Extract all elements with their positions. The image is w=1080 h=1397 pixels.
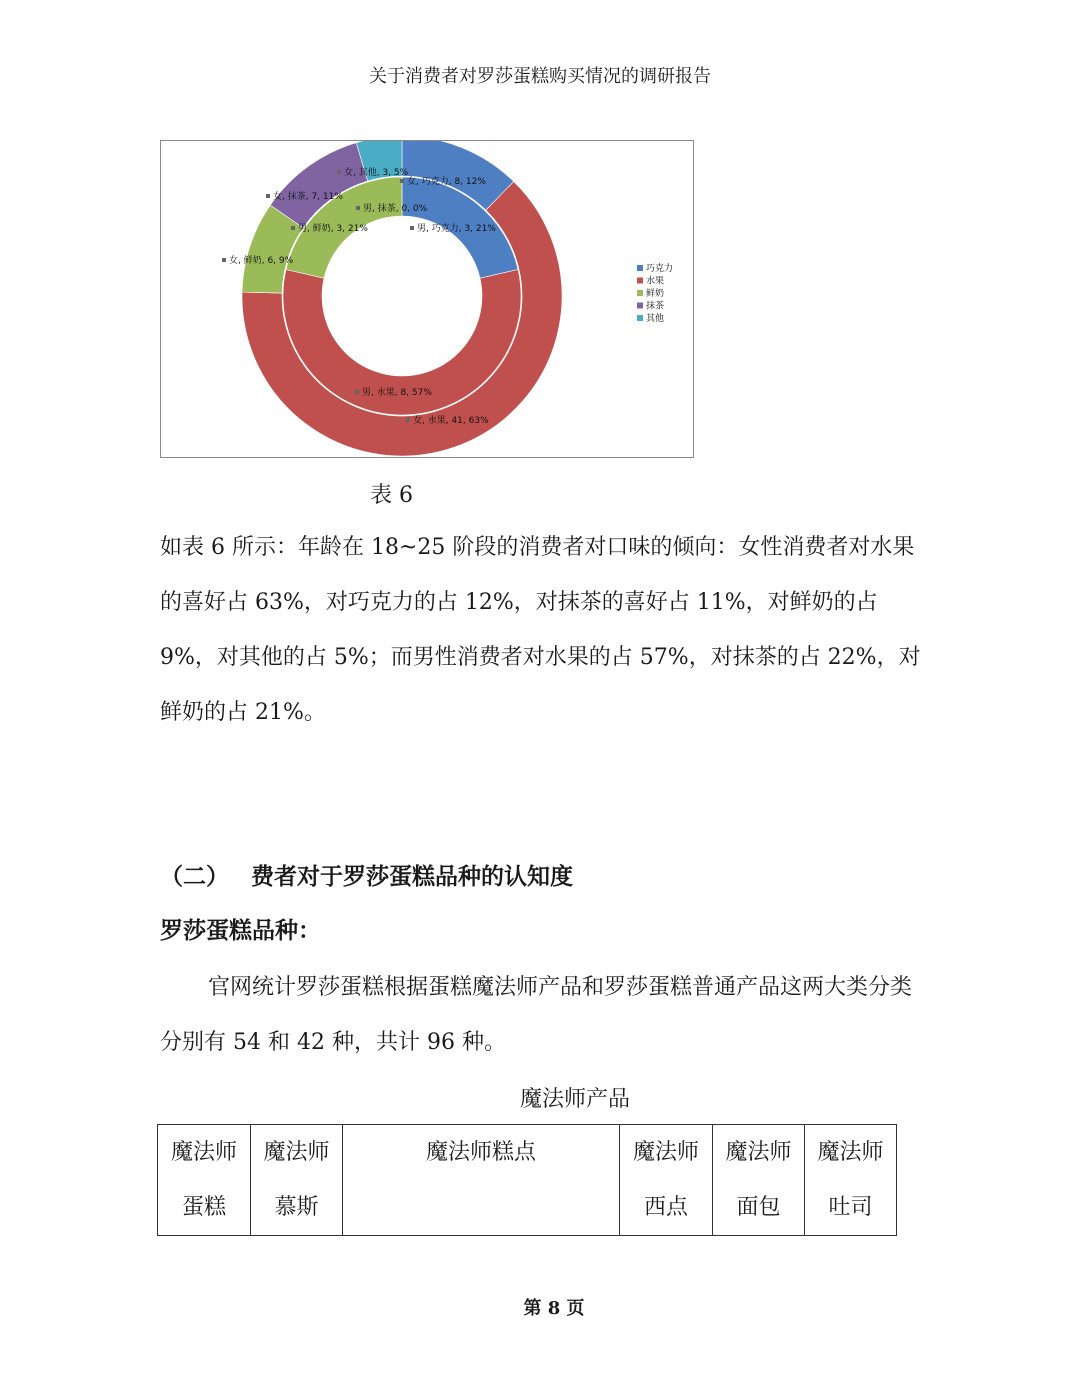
table-cell: 魔法师 吐司 [805,1125,897,1236]
data-label: 女, 抹茶, 7, 11% [273,192,343,202]
table-caption: 魔法师产品 [519,1087,630,1112]
figure-caption: 表 6 [370,483,413,508]
data-label-marker [406,418,410,422]
data-label: 女, 鲜奶, 6, 9% [229,256,294,266]
data-label: 女, 水果, 41, 63% [413,416,489,426]
legend-swatch [637,278,643,284]
data-label: 男, 水果, 8, 57% [362,388,432,398]
legend-swatch [637,303,643,309]
data-label-marker [266,194,270,198]
paragraph-analysis: 如表 6 所示：年龄在 18~25 阶段的消费者对口味的倾向：女性消费者对水果的喜好占 63%，对巧克力的占 12%，对抹茶的喜好占 11%，对鲜奶的占 9%，对其他的占 5%；而男性消费者对水果的占 57%，对抹茶的占 22%，对鲜奶的占 21%。 [160,535,921,725]
data-label: 女, 巧克力, 8, 12% [407,177,486,187]
legend-swatch [637,290,643,296]
section-heading [160,858,573,891]
data-label-marker [222,258,226,262]
data-label-marker [291,226,295,230]
page-footer: 第 8 页 [523,1298,585,1319]
data-label-marker [337,170,341,174]
table-cell: 魔法师 慕斯 [251,1125,343,1236]
table-row [158,1125,897,1236]
legend-swatch [637,315,643,321]
legend-label: 水果 [646,276,665,287]
table-cell: 魔法师糕点 [343,1125,620,1236]
data-label: 男, 巧克力, 3, 21% [417,224,496,234]
table-cell: 魔法师 蛋糕 [158,1125,251,1236]
donut-chart [160,140,694,458]
data-label-marker [400,179,404,183]
legend-swatch [637,265,643,271]
section-number: （二） [160,863,229,890]
table-cell: 魔法师 面包 [713,1125,805,1236]
data-label-marker [355,390,359,394]
legend-label: 抹茶 [646,301,665,312]
product-table [157,1124,897,1236]
legend-label: 其他 [646,314,665,324]
legend-label: 巧克力 [646,264,674,274]
section-title: 费者对于罗莎蛋糕品种的认知度 [251,863,573,890]
page-header: 关于消费者对罗莎蛋糕购买情况的调研报告 [369,66,711,87]
data-label-marker [410,226,414,230]
data-label: 男, 鲜奶, 3, 21% [298,224,368,234]
data-label: 女, 其他, 3, 5% [344,168,409,178]
table-cell: 魔法师 西点 [620,1125,713,1236]
paragraph-product-count: 官网统计罗莎蛋糕根据蛋糕魔法师产品和罗莎蛋糕普通产品这两大类分类分别有 54 和 42 种，共计 96 种。 [160,975,913,1055]
data-label-marker [356,206,360,210]
legend-label: 鲜奶 [646,289,665,299]
subheading: 罗莎蛋糕品种： [160,917,321,944]
data-label: 男, 抹茶, 0, 0% [363,204,428,214]
